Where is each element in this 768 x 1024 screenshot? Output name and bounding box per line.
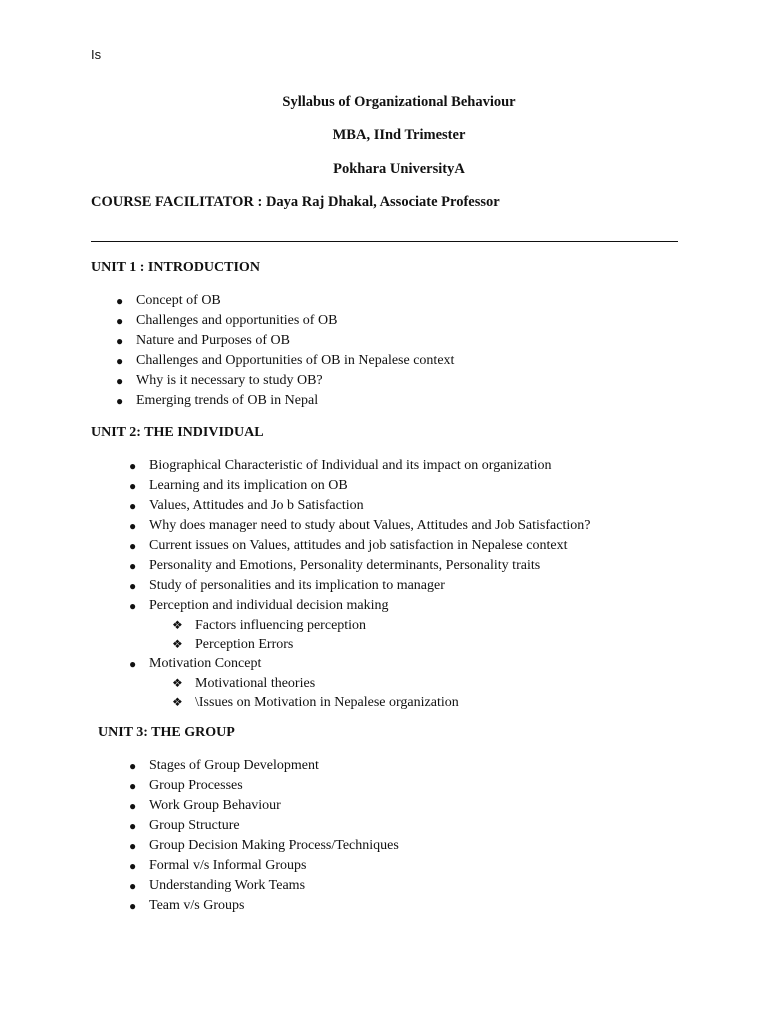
list-item: ● Personality and Emotions, Personality determinants, Personality traits bbox=[149, 556, 590, 576]
list-item: ● Why is it necessary to study OB? bbox=[136, 371, 454, 391]
unit1-heading: UNIT 1 : INTRODUCTION bbox=[91, 260, 260, 275]
sub-list-item: ❖ Motivational theories bbox=[172, 676, 316, 691]
list-item: ● Biographical Characteristic of Individual and its impact on organization bbox=[149, 456, 590, 476]
list-item: ● Understanding Work Teams bbox=[149, 876, 399, 896]
bullet-icon: ● bbox=[129, 459, 137, 473]
list-item: ● Emerging trends of OB in Nepal bbox=[136, 391, 454, 411]
sub-list-item: ❖ Factors influencing perception bbox=[172, 618, 367, 633]
bullet-icon: ● bbox=[116, 374, 124, 388]
unit2-list bbox=[129, 456, 591, 712]
diamond-bullet-icon: ❖ bbox=[172, 676, 183, 690]
sub-list-item: ❖ Perception Errors bbox=[172, 637, 294, 652]
diamond-bullet-icon: ❖ bbox=[172, 637, 183, 651]
bullet-icon: ● bbox=[129, 657, 137, 671]
bullet-icon: ● bbox=[129, 499, 137, 513]
unit2-heading: UNIT 2: THE INDIVIDUAL bbox=[91, 425, 264, 440]
list-item: ● Work Group Behaviour bbox=[149, 796, 399, 816]
bullet-icon: ● bbox=[116, 294, 124, 308]
bullet-icon: ● bbox=[116, 354, 124, 368]
bullet-icon: ● bbox=[116, 314, 124, 328]
list-item: ● Perception and individual decision making bbox=[149, 596, 590, 616]
list-item: ● Group Processes bbox=[149, 776, 399, 796]
bullet-icon: ● bbox=[129, 559, 137, 573]
bullet-icon: ● bbox=[129, 879, 137, 893]
list-item: ● Study of personalities and its implication to manager bbox=[149, 576, 590, 596]
list-item: ● Concept of OB bbox=[136, 291, 454, 311]
bullet-icon: ● bbox=[129, 799, 137, 813]
unit3-heading: UNIT 3: THE GROUP bbox=[98, 725, 235, 740]
bullet-icon: ● bbox=[129, 859, 137, 873]
bullet-icon: ● bbox=[129, 599, 137, 613]
bullet-icon: ● bbox=[129, 899, 137, 913]
bullet-icon: ● bbox=[116, 394, 124, 408]
bullet-icon: ● bbox=[129, 779, 137, 793]
bullet-icon: ● bbox=[129, 819, 137, 833]
list-item: ● Motivation Concept bbox=[149, 654, 590, 674]
horizontal-divider bbox=[91, 241, 678, 242]
sub-list-item: ❖ \Issues on Motivation in Nepalese organization bbox=[172, 695, 459, 710]
university-line: Pokhara UniversityA bbox=[333, 161, 465, 177]
bullet-icon: ● bbox=[129, 519, 137, 533]
list-item: ● Current issues on Values, attitudes and job satisfaction in Nepalese context bbox=[149, 536, 590, 556]
bullet-icon: ● bbox=[129, 759, 137, 773]
bullet-icon: ● bbox=[116, 334, 124, 348]
list-item: ● Challenges and opportunities of OB bbox=[136, 311, 454, 331]
program-line: MBA, IInd Trimester bbox=[332, 127, 466, 143]
list-item: ● Formal v/s Informal Groups bbox=[149, 856, 399, 876]
bullet-icon: ● bbox=[129, 839, 137, 853]
bullet-icon: ● bbox=[129, 579, 137, 593]
document-title: Syllabus of Organizational Behaviour bbox=[282, 94, 516, 110]
bullet-icon: ● bbox=[129, 479, 137, 493]
list-item: ● Team v/s Groups bbox=[149, 896, 399, 916]
sub-list bbox=[149, 674, 590, 712]
list-item: ● Learning and its implication on OB bbox=[149, 476, 590, 496]
unit3-list bbox=[129, 756, 399, 916]
list-item: ● Stages of Group Development bbox=[149, 756, 399, 776]
bullet-icon: ● bbox=[129, 539, 137, 553]
sub-list bbox=[149, 616, 590, 654]
list-item: ● Group Structure bbox=[149, 816, 399, 836]
list-item: ● Values, Attitudes and Jo b Satisfaction bbox=[149, 496, 590, 516]
list-item: ● Nature and Purposes of OB bbox=[136, 331, 454, 351]
diamond-bullet-icon: ❖ bbox=[172, 695, 183, 709]
list-item: ● Challenges and Opportunities of OB in Nepalese context bbox=[136, 351, 454, 371]
list-item: ● Group Decision Making Process/Techniques bbox=[149, 836, 399, 856]
corner-mark: Is bbox=[91, 47, 102, 62]
diamond-bullet-icon: ❖ bbox=[172, 618, 183, 632]
unit1-list bbox=[116, 291, 455, 411]
list-item: ● Why does manager need to study about Values, Attitudes and Job Satisfaction? bbox=[149, 516, 590, 536]
course-facilitator: COURSE FACILITATOR : Daya Raj Dhakal, Associate Professor bbox=[91, 194, 500, 210]
